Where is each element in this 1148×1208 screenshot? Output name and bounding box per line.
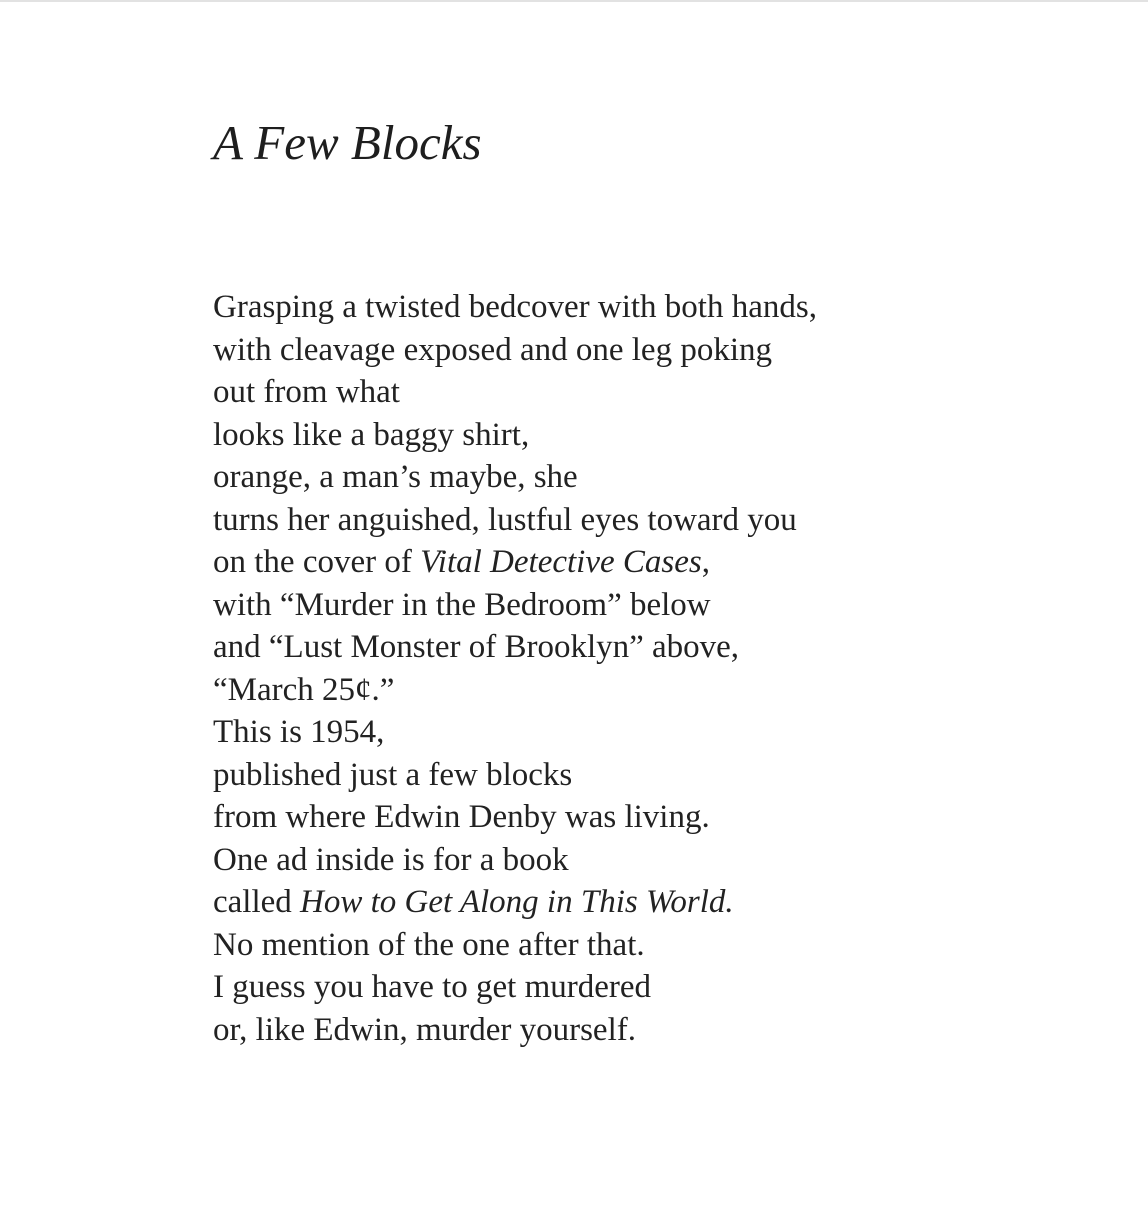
poem-line: and “Lust Monster of Brooklyn” above, [213,629,740,665]
poem-line: turns her anguished, lustful eyes toward you [213,501,797,538]
poem-line: Grasping a twisted bedcover with both hands, [213,289,817,325]
book-title: How to Get Along in This World. [300,884,734,920]
poem-line: from where Edwin Denby was living. [213,799,710,835]
poem-line: with cleavage exposed and one leg poking [213,331,772,368]
poem-line: One ad inside is for a book [213,841,569,878]
poem-line: published just a few blocks [213,756,573,793]
poem-line: I guess you have to get murdered [213,969,652,1005]
poem-line: called How to Get Along in This World. [213,884,734,920]
top-divider [0,0,1148,2]
poem-line: out from what [213,374,400,410]
poem-line: with “Murder in the Bedroom” below [213,586,711,623]
poem-line: on the cover of Vital Detective Cases, [213,544,710,580]
magazine-title: Vital Detective Cases [420,544,702,580]
poem-body [213,286,817,1051]
poem-line: or, like Edwin, murder yourself. [213,1011,636,1048]
poem-line: orange, a man’s maybe, she [213,459,578,495]
poem-line: looks like a baggy shirt, [213,416,530,453]
poem-line: “March 25¢.” [213,671,395,708]
poem-line: This is 1954, [213,714,385,750]
poem-title: A Few Blocks [213,115,482,170]
poem-line: No mention of the one after that. [213,926,645,963]
